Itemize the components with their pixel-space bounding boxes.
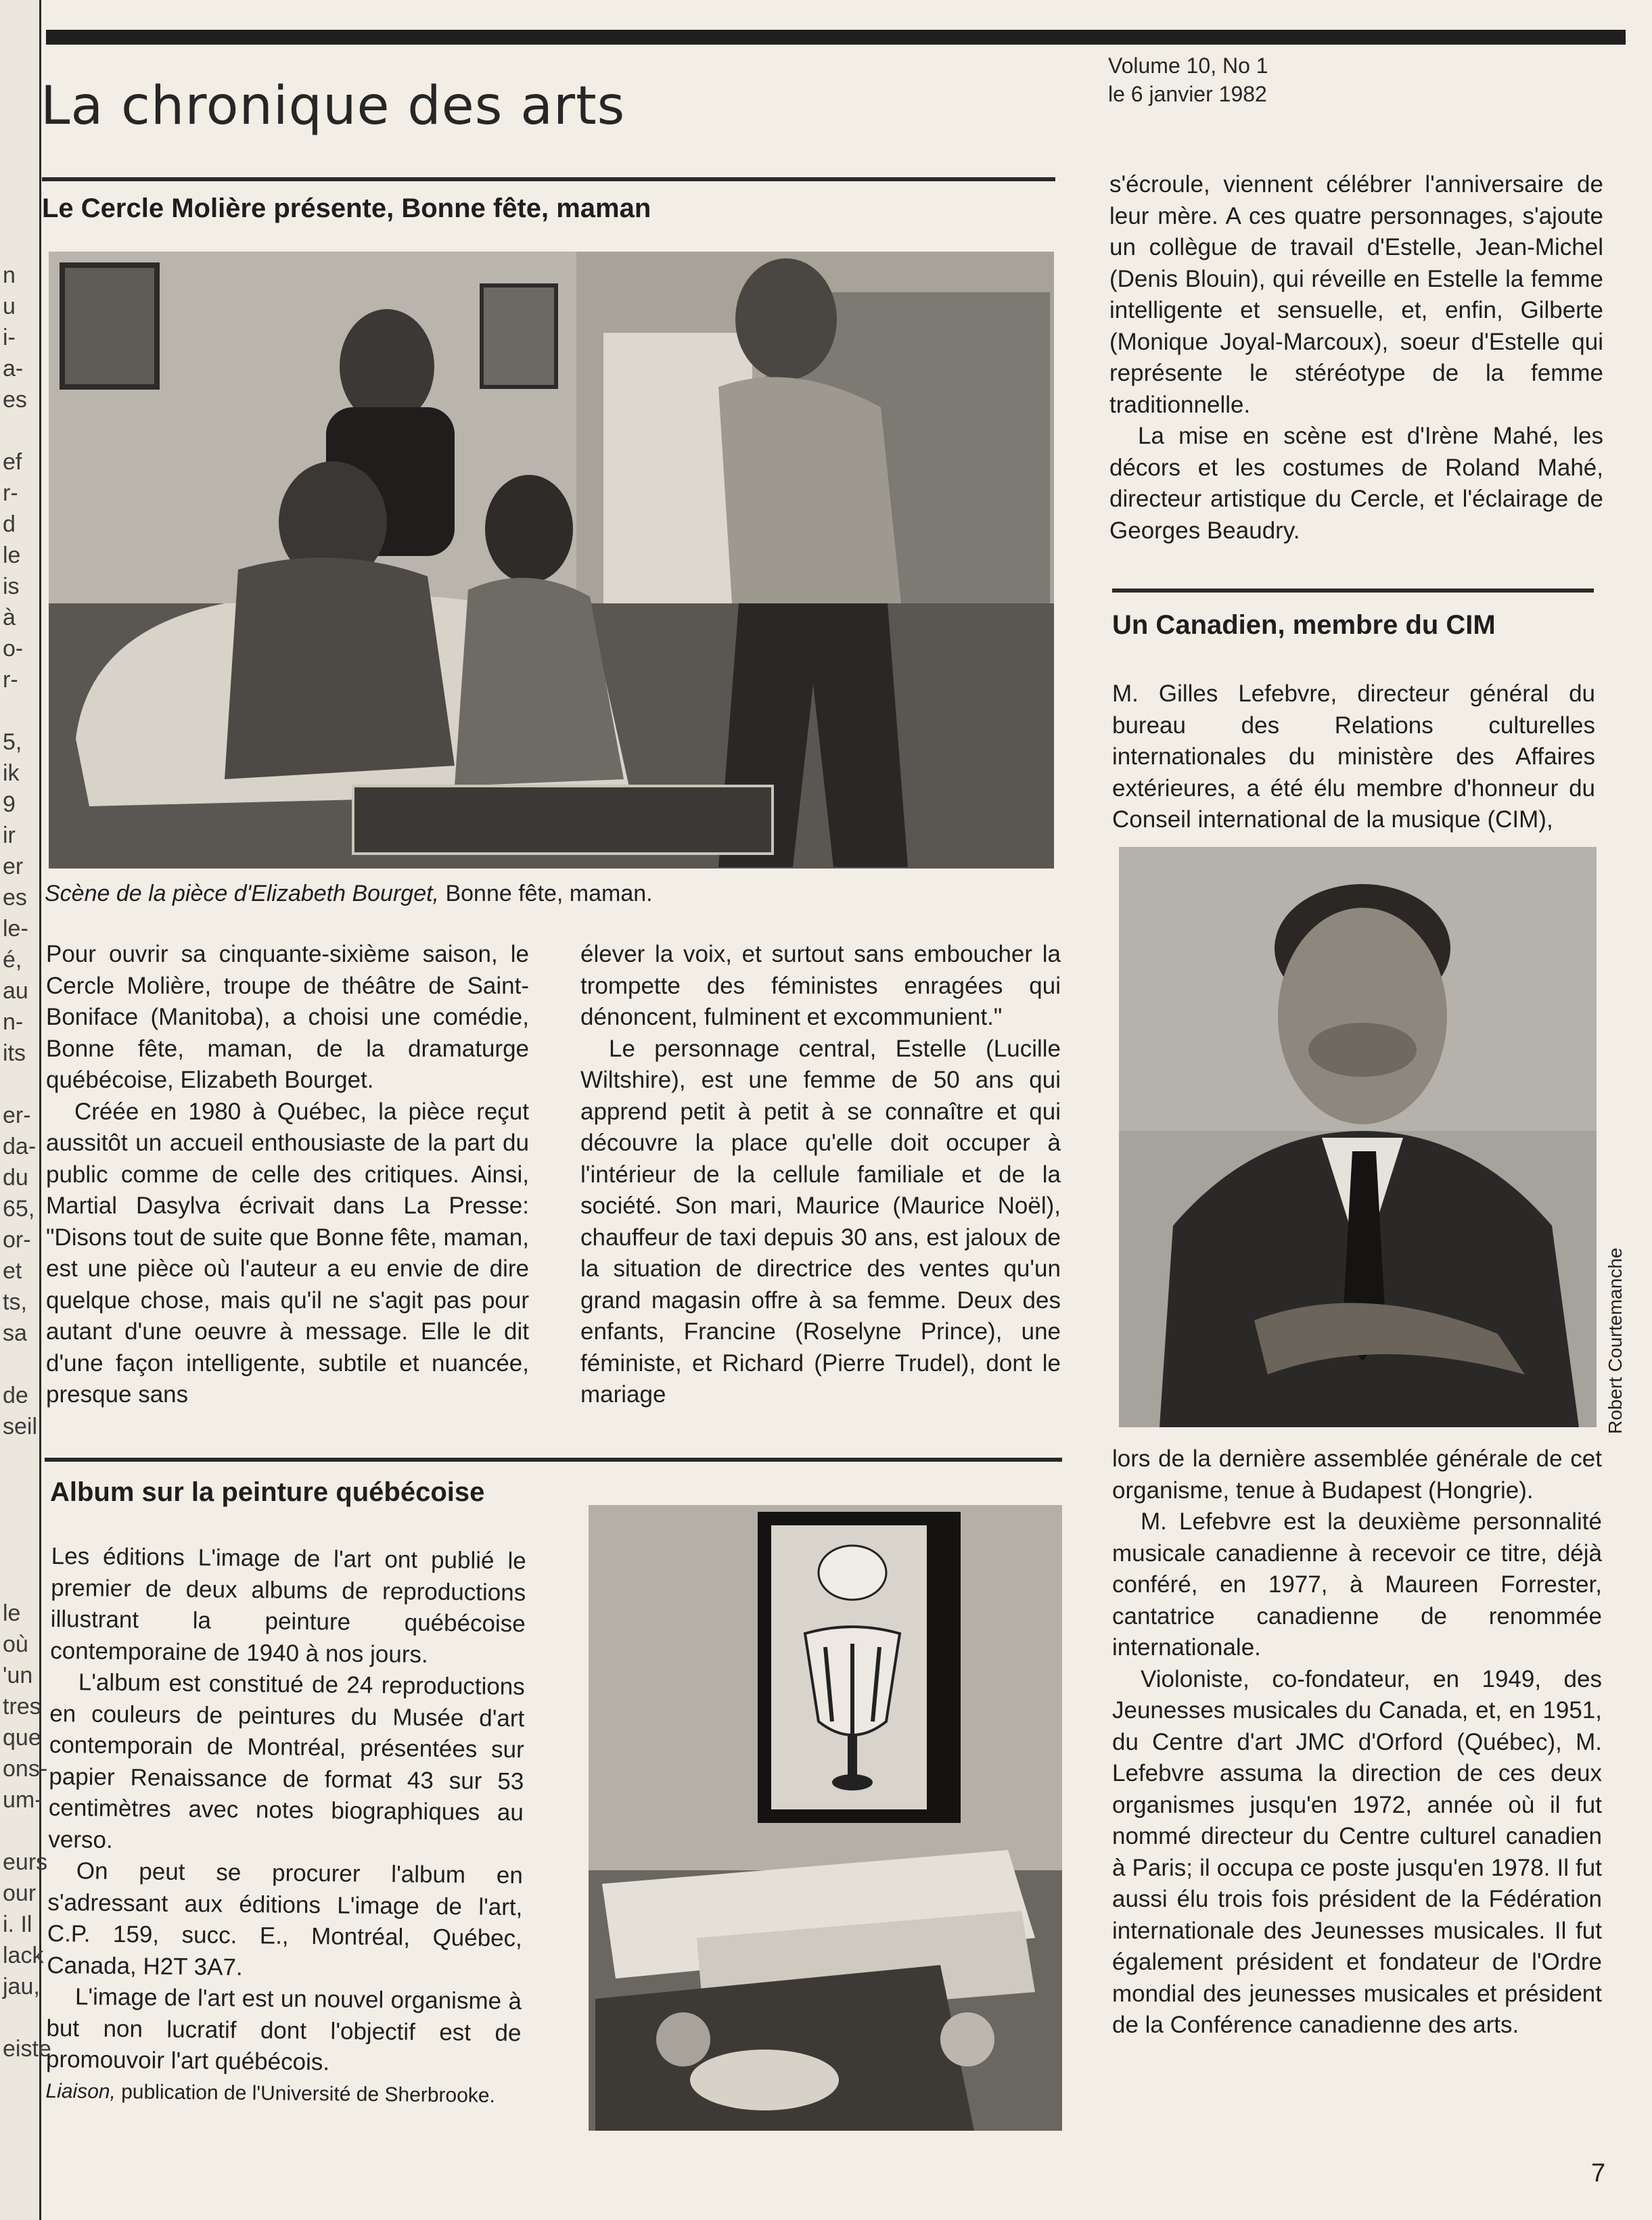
sliver-text-fragment: au: [3, 978, 28, 1004]
sliver-text-fragment: que: [3, 1725, 41, 1751]
section-rule: [1112, 588, 1594, 593]
sliver-text-fragment: or-: [3, 1227, 31, 1253]
paragraph: Les éditions L'image de l'art ont publié le premier de deux albums de reproductions illustrant la peinture québécoise contemporaine de 1940 à nos jours.: [50, 1542, 526, 1668]
paragraph: L'image de l'art est un nouvel organisme à but non lucratif dont l'objectif est de promouvoir l'art québécois.: [45, 1983, 522, 2076]
sliver-text-fragment: ts,: [3, 1289, 27, 1315]
sliver-text-fragment: ik: [3, 760, 20, 786]
sliver-text-fragment: 9: [3, 791, 16, 817]
sliver-text-fragment: ir: [3, 823, 16, 848]
sliver-text-fragment: et: [3, 1258, 22, 1284]
page-number: 7: [1591, 2159, 1606, 2188]
article3-body: [45, 1541, 526, 2112]
sliver-text-fragment: seil: [3, 1414, 38, 1439]
gilles-lefebvre-portrait: [1119, 847, 1597, 1427]
sliver-text-fragment: é,: [3, 947, 22, 973]
article-heading-album: Album sur la peinture québécoise: [50, 1477, 485, 1507]
sliver-text-fragment: sa: [3, 1320, 27, 1346]
sliver-text-fragment: le: [3, 542, 21, 568]
sliver-text-fragment: i-: [3, 325, 16, 350]
sliver-text-fragment: o-: [3, 636, 24, 662]
sliver-text-fragment: où: [3, 1632, 28, 1657]
paragraph: L'album est constitué de 24 reproductions en couleurs de peintures du Musée d'art contemporain de Montréal, présentées sur papier Renaissance de format 43 sur 53 centimètres avec notes biographiques au verso.: [48, 1669, 525, 1853]
paragraph: s'écroule, viennent célébrer l'anniversaire de leur mère. A ces quatre personnages, s'ajoute un collègue de travail d'Estelle, Jean-Michel (Denis Blouin), qui réveille en Estelle la femme intelligente et sensuelle, et, enfin, Gilberte (Monique Joyal-Marcoux), soeur d'Estelle qui représente le stéréotype de la femme traditionnelle.: [1109, 171, 1603, 418]
sliver-text-fragment: es: [3, 387, 27, 413]
article2-intro: [1112, 678, 1595, 836]
paragraph: élever la voix, et surtout sans emboucher la trompette des féministes enragées qui dénoncent, fulminent et excommunient.": [580, 941, 1061, 1030]
sliver-text-fragment: le-: [3, 916, 28, 942]
sliver-text-fragment: jau,: [3, 1974, 40, 1999]
sliver-text-fragment: er-: [3, 1103, 31, 1128]
paragraph: On peut se procurer l'album en s'adressant aux éditions L'image de l'art, C.P. 159, succ. E., Montréal, Québec, Canada, H2T 3A7.: [47, 1857, 524, 1981]
adjacent-page-edge: [0, 0, 51, 2220]
source-credit: [45, 2075, 520, 2112]
caption-play-title: Bonne fête, maman.: [439, 881, 653, 906]
theatre-scene-photo: [49, 252, 1054, 869]
album-illustration: [589, 1505, 1062, 2131]
issue-info: [1108, 51, 1268, 108]
sliver-text-fragment: 5,: [3, 729, 22, 755]
sliver-text-fragment: lack: [3, 1943, 44, 1968]
sliver-text-fragment: de: [3, 1383, 28, 1408]
sliver-text-fragment: r-: [3, 667, 18, 693]
photo-credit-text: Robert Courtemanche: [1605, 1247, 1626, 1434]
sliver-text-fragment: tres: [3, 1694, 41, 1719]
sliver-text-fragment: our: [3, 1880, 37, 1906]
sliver-text-fragment: 'un: [3, 1663, 33, 1688]
top-rule: [46, 30, 1626, 45]
article-heading-cim: Un Canadien, membre du CIM: [1112, 610, 1496, 640]
issue-date: le 6 janvier 1982: [1108, 82, 1267, 106]
sliver-text-fragment: its: [3, 1040, 26, 1066]
photo-credit: [1605, 1247, 1632, 1434]
article1-column-1: [46, 939, 529, 1411]
sliver-text-fragment: i. Il: [3, 1912, 32, 1937]
volume-number: Volume 10, No 1: [1108, 53, 1268, 78]
theatre-scene-illustration: [49, 252, 1054, 869]
sliver-text-fragment: d: [3, 511, 16, 537]
sliver-text-fragment: a-: [3, 356, 24, 381]
source-publication: Liaison,: [45, 2079, 116, 2103]
sliver-text-fragment: 65,: [3, 1196, 35, 1222]
paragraph: lors de la dernière assemblée générale de cet organisme, tenue à Budapest (Hongrie).: [1112, 1446, 1602, 1504]
article1-column-3: [1109, 169, 1603, 547]
photo-caption: [45, 881, 653, 907]
sliver-text-fragment: à: [3, 605, 16, 630]
paragraph: Créée en 1980 à Québec, la pièce reçut aussitôt un accueil enthousiaste de la part du public comme de celle des critiques. Ainsi, Martial Dasylva écrivait dans La Presse: "Disons tout de suite que Bonne fête, maman, est une pièce où l'auteur a eu envie de dire quelque chose, mais qu'il ne s'agit pas pour autant d'une oeuvre à message. Elle le dit d'une façon intelligente, subtile et nuancée, presque sans: [46, 1098, 529, 1408]
article2-body: [1112, 1443, 1602, 2041]
sliver-text-fragment: du: [3, 1165, 28, 1190]
paragraph: M. Gilles Lefebvre, directeur général du bureau des Relations culturelles internationales du ministère des Affaires extérieures, a été élu membre d'honneur du Conseil international de la musique (CIM),: [1112, 680, 1595, 833]
paragraph: Pour ouvrir sa cinquante-sixième saison, le Cercle Molière, troupe de théâtre de Saint-Boniface (Manitoba), a choisi une comédie, Bonne fête, maman, de la dramaturge québécoise, Elizabeth Bourget.: [46, 941, 529, 1093]
page-title: La chronique des arts: [41, 76, 626, 137]
sliver-text-fragment: ons-: [3, 1756, 48, 1782]
album-reproductions-photo: [589, 1505, 1062, 2131]
sliver-text-fragment: r-: [3, 480, 18, 506]
sliver-text-fragment: er: [3, 854, 24, 879]
article1-column-2: [580, 939, 1061, 1411]
paragraph: M. Lefebvre est la deuxième personnalité musicale canadienne à recevoir ce titre, déjà conféré, en 1977, à Maureen Forrester, cantatrice canadienne de renommée internationale.: [1112, 1508, 1602, 1661]
sliver-text-fragment: es: [3, 885, 27, 910]
sliver-text-fragment: ef: [3, 449, 22, 475]
sliver-text-fragment: um-: [3, 1787, 43, 1813]
section-rule: [45, 1458, 1062, 1462]
sliver-text-fragment: n-: [3, 1009, 24, 1035]
source-rest: publication de l'Université de Sherbrooke.: [115, 2080, 496, 2107]
section-rule: [42, 177, 1055, 181]
paragraph: La mise en scène est d'Irène Mahé, les décors et les costumes de Roland Mahé, directeur artistique du Cercle, et l'éclairage de Georges Beaudry.: [1109, 423, 1603, 544]
sliver-text-fragment: da-: [3, 1134, 37, 1159]
paragraph: Le personnage central, Estelle (Lucille Wiltshire), est une femme de 50 ans qui apprend petit à petit à se connaître et qui découvre la place qu'elle doit occuper à l'intérieur de la cellule familiale et de la société. Son mari, Maurice (Maurice Noël), chauffeur de taxi depuis 30 ans, est jaloux de la situation de directrice des ventes qu'un grand magasin offre à sa femme. Deux des enfants, Francine (Roselyne Prince), une féministe, et Richard (Pierre Trudel), dont le mariage: [580, 1035, 1061, 1408]
portrait-illustration: [1119, 847, 1597, 1427]
sliver-text-fragment: is: [3, 574, 20, 599]
sliver-text-fragment: n: [3, 262, 16, 288]
paragraph: Violoniste, co-fondateur, en 1949, des Jeunesses musicales du Canada, et, en 1951, du Centre d'art JMC d'Orford (Québec), M. Lefebvre assuma la direction de ces deux organismes jusqu'en 1972, année où il fut nommé directeur du Centre culturel canadien à Paris; il occupa ce poste jusqu'en 1978. Il fut aussi élu trois fois président de la Fédération internationale des Jeunesses musicales. Il fut également président et fondateur de l'Ordre mondial des jeunesses musicales et président de la Conférence canadienne des arts.: [1112, 1665, 1602, 2038]
sliver-text-fragment: le: [3, 1600, 21, 1626]
sliver-text-fragment: eiste: [3, 2036, 51, 2062]
sliver-text-fragment: eurs: [3, 1849, 48, 1875]
caption-italic: Scène de la pièce d'Elizabeth Bourget,: [45, 881, 439, 906]
sliver-text-fragment: u: [3, 294, 16, 319]
article-heading-cercle-moliere: Le Cercle Molière présente, Bonne fête, maman: [42, 193, 651, 223]
